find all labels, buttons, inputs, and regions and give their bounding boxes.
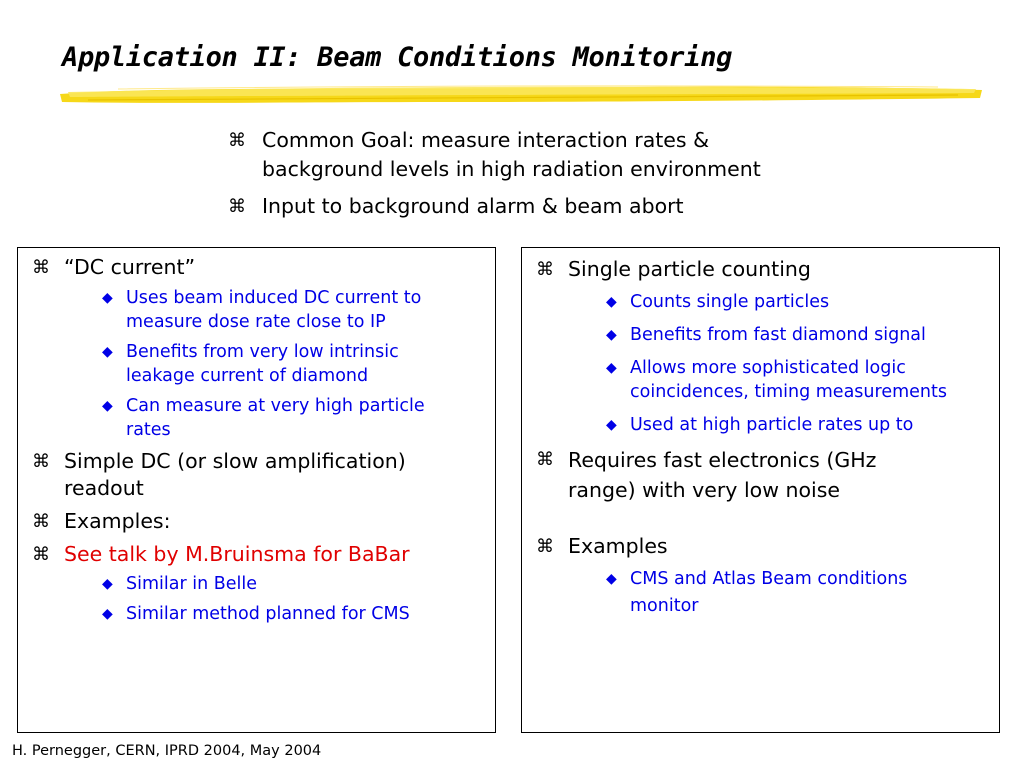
panel-dc-current	[17, 247, 496, 733]
slide-title: Application II: Beam Conditions Monitoring	[62, 42, 733, 73]
sub-bullet-line: Similar method planned for CMS	[126, 604, 410, 624]
sub-bullet-line: Allows more sophisticated logic	[630, 358, 906, 378]
diamond-icon: ◆	[606, 360, 617, 376]
sub-bullet	[102, 602, 492, 626]
bullet-simple-dc	[32, 448, 492, 502]
diamond-icon: ◆	[606, 294, 617, 310]
sub-bullet-line: rates	[126, 420, 171, 440]
place-of-interest-icon: ⌘	[32, 451, 50, 472]
diamond-icon: ◆	[102, 398, 113, 414]
bullet-text: readout	[64, 476, 144, 500]
place-of-interest-icon: ⌘	[536, 449, 554, 470]
sub-bullet-line: Uses beam induced DC current to	[126, 288, 422, 308]
sub-bullet-line: coincidences, timing measurements	[630, 382, 947, 402]
intro-bullets	[228, 126, 848, 229]
sub-bullet-line: monitor	[630, 596, 699, 616]
sub-bullet-line: Similar in Belle	[126, 574, 258, 594]
title-underline-brush	[58, 80, 984, 110]
diamond-icon: ◆	[102, 576, 113, 592]
place-of-interest-icon: ⌘	[536, 536, 554, 557]
bullet-see-talk	[32, 541, 492, 568]
intro-item-line: background levels in high radiation environment	[262, 157, 761, 181]
sub-bullet	[606, 413, 996, 437]
diamond-icon: ◆	[102, 606, 113, 622]
diamond-icon: ◆	[606, 327, 617, 343]
footer-credit: H. Pernegger, CERN, IPRD 2004, May 2004	[12, 743, 322, 759]
sub-bullet	[606, 323, 996, 347]
place-of-interest-icon: ⌘	[32, 257, 50, 278]
sub-bullet	[102, 340, 492, 388]
intro-item-alarm	[228, 192, 848, 221]
place-of-interest-icon: ⌘	[536, 259, 554, 280]
bullet-text: Examples	[568, 534, 668, 558]
sub-bullet-line: CMS and Atlas Beam conditions	[630, 569, 908, 589]
bullet-text: Simple DC (or slow amplification)	[64, 449, 406, 473]
bullet-text: Requires fast electronics (GHz	[568, 448, 877, 472]
sub-bullet	[606, 290, 996, 314]
sub-bullet	[606, 356, 996, 404]
bullet-fast-electronics	[536, 445, 996, 505]
sub-bullet-line: Used at high particle rates up to	[630, 415, 914, 435]
sub-bullet	[102, 286, 492, 334]
sub-bullet-line: Benefits from very low intrinsic	[126, 342, 399, 362]
diamond-icon: ◆	[606, 417, 617, 433]
sub-bullet-line: Can measure at very high particle	[126, 396, 425, 416]
diamond-icon: ◆	[606, 571, 617, 587]
bullet-text: Single particle counting	[568, 257, 811, 281]
bullet-text: Examples:	[64, 509, 171, 533]
sub-bullet	[102, 572, 492, 596]
sub-bullet-line: leakage current of diamond	[126, 366, 369, 386]
bullet-examples-right	[536, 533, 996, 560]
bullet-dc-current	[32, 254, 492, 281]
diamond-icon: ◆	[102, 344, 113, 360]
sub-bullet-line: measure dose rate close to IP	[126, 312, 386, 332]
intro-item-line: Input to background alarm & beam abort	[262, 194, 684, 218]
bullet-text: “DC current”	[64, 255, 196, 279]
bullet-text: See talk by M.Bruinsma for BaBar	[64, 542, 410, 566]
diamond-icon: ◆	[102, 290, 113, 306]
place-of-interest-icon: ⌘	[228, 196, 246, 217]
bullet-text: range) with very low noise	[568, 478, 840, 502]
intro-item-line: Common Goal: measure interaction rates &	[262, 128, 710, 152]
bullet-examples	[32, 508, 492, 535]
place-of-interest-icon: ⌘	[32, 544, 50, 565]
panel-single-particle	[521, 247, 1000, 733]
sub-bullet	[102, 394, 492, 442]
sub-bullet-line: Benefits from fast diamond signal	[630, 325, 926, 345]
place-of-interest-icon: ⌘	[32, 511, 50, 532]
place-of-interest-icon: ⌘	[228, 130, 246, 151]
bullet-single-particle	[536, 256, 996, 283]
intro-item-common-goal	[228, 126, 848, 184]
sub-bullet-line: Counts single particles	[630, 292, 830, 312]
sub-bullet	[606, 566, 996, 620]
